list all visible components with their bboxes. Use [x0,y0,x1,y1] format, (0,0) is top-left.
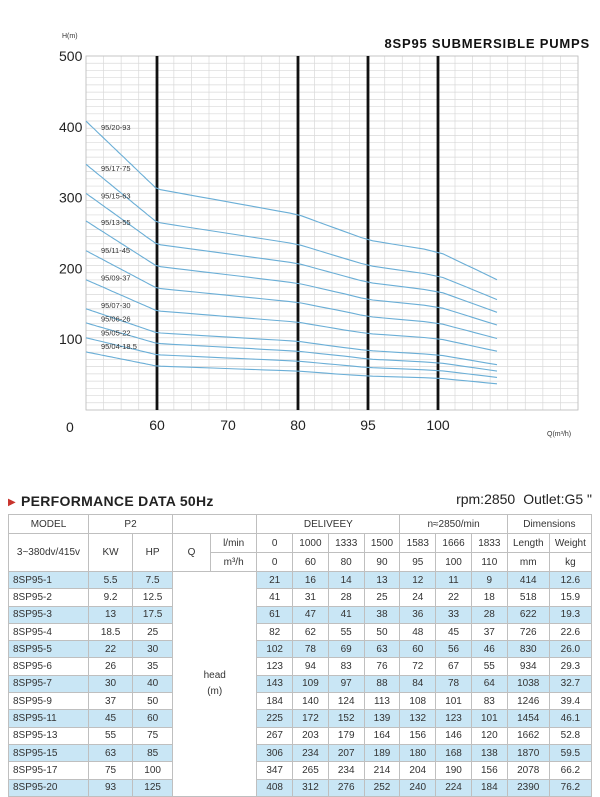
length-cell: 1454 [507,710,549,727]
performance-heading-text: PERFORMANCE DATA 50Hz [21,493,214,509]
x-tick-label: 80 [290,417,306,433]
head-value-cell: 50 [364,623,400,640]
header-q: Q [173,534,211,572]
head-value-cell: 152 [328,710,364,727]
series-label: 95/15-63 [101,191,131,201]
pump-curve-line [86,352,497,384]
table-row [9,641,592,658]
head-label-cell [173,572,257,797]
length-cell: 726 [507,623,549,640]
hp-cell: 40 [133,675,173,692]
kw-cell: 55 [88,727,132,744]
head-value-cell: 156 [400,727,436,744]
head-value-cell: 69 [328,641,364,658]
series-label: 95/04-18.5 [101,342,137,352]
rpm-outlet-info [330,491,592,507]
head-value-cell: 139 [364,710,400,727]
kw-cell: 30 [88,675,132,692]
series-label: 95/07-30 [101,301,131,311]
head-value-cell: 48 [400,623,436,640]
head-value-cell: 64 [471,675,507,692]
weight-cell: 19.3 [549,606,591,623]
model-cell: 8SP95-1 [9,572,89,589]
kw-cell: 45 [88,710,132,727]
head-value-cell: 124 [328,693,364,710]
head-value-cell: 203 [293,727,329,744]
flow-lmin-4: 1583 [400,534,436,553]
table-row [9,589,592,606]
y-tick-label: 200 [59,260,83,277]
flow-lmin-6: 1833 [471,534,507,553]
kw-cell: 5.5 [88,572,132,589]
table-header-row-1 [9,515,592,534]
model-cell: 8SP95-15 [9,744,89,761]
head-value-cell: 207 [328,744,364,761]
head-unit: (m) [207,685,223,697]
head-value-cell: 38 [364,606,400,623]
table-row [9,762,592,779]
y-tick-label: 0 [66,419,74,435]
head-value-cell: 347 [257,762,293,779]
table-row [9,658,592,675]
head-value-cell: 306 [257,744,293,761]
head-value-cell: 28 [328,589,364,606]
x-tick-label: 100 [426,417,450,433]
table-row [9,744,592,761]
kw-cell: 13 [88,606,132,623]
head-value-cell: 180 [400,744,436,761]
head-value-cell: 25 [364,589,400,606]
length-cell: 414 [507,572,549,589]
head-value-cell: 240 [400,779,436,796]
header-speed: n≈2850/min [400,515,507,534]
model-cell: 8SP95-9 [9,693,89,710]
weight-cell: 46.1 [549,710,591,727]
y-tick-label: 300 [59,189,83,206]
flow-m3h-6: 110 [471,553,507,572]
head-value-cell: 9 [471,572,507,589]
length-cell: 1662 [507,727,549,744]
model-cell: 8SP95-4 [9,623,89,640]
chart-title: 8SP95 SUBMERSIBLE PUMPS [384,36,590,51]
header-hp: HP [133,534,173,572]
y-tick-label: 400 [59,118,83,135]
x-tick-label: 60 [149,417,165,433]
pump-curve-line [86,309,497,365]
table-row [9,606,592,623]
header-dimensions: Dimensions [507,515,591,534]
head-value-cell: 83 [471,693,507,710]
weight-cell: 52.8 [549,727,591,744]
weight-cell: 66.2 [549,762,591,779]
head-value-cell: 101 [471,710,507,727]
x-tick-label: 95 [360,417,376,433]
head-value-cell: 234 [328,762,364,779]
hp-cell: 17.5 [133,606,173,623]
head-value-cell: 120 [471,727,507,744]
kw-cell: 9.2 [88,589,132,606]
header-p2: P2 [88,515,172,534]
head-value-cell: 108 [400,693,436,710]
head-value-cell: 47 [293,606,329,623]
head-value-cell: 33 [436,606,472,623]
head-value-cell: 184 [257,693,293,710]
x-axis-label: Q(m³/h) [547,431,572,438]
kw-cell: 93 [88,779,132,796]
model-cell: 8SP95-20 [9,779,89,796]
flow-lmin-1: 1000 [293,534,329,553]
head-value-cell: 156 [471,762,507,779]
head-value-cell: 179 [328,727,364,744]
head-value-cell: 14 [328,572,364,589]
y-tick-label: 100 [59,331,83,348]
head-value-cell: 56 [436,641,472,658]
head-value-cell: 408 [257,779,293,796]
head-value-cell: 55 [471,658,507,675]
head-value-cell: 164 [364,727,400,744]
head-value-cell: 60 [400,641,436,658]
head-value-cell: 22 [436,589,472,606]
triangle-bullet-icon: ▶ [8,497,16,508]
pump-curve-line [86,164,497,299]
length-cell: 2078 [507,762,549,779]
head-value-cell: 101 [436,693,472,710]
kw-cell: 18.5 [88,623,132,640]
header-delivery: DELIVEEY [257,515,400,534]
header-model: MODEL [9,515,89,534]
head-value-cell: 224 [436,779,472,796]
head-value-cell: 140 [293,693,329,710]
head-value-cell: 204 [400,762,436,779]
head-value-cell: 214 [364,762,400,779]
head-value-cell: 31 [293,589,329,606]
flow-m3h-4: 95 [400,553,436,572]
hp-cell: 25 [133,623,173,640]
head-value-cell: 189 [364,744,400,761]
weight-cell: 12.6 [549,572,591,589]
head-value-cell: 143 [257,675,293,692]
hp-cell: 100 [133,762,173,779]
head-value-cell: 113 [364,693,400,710]
head-value-cell: 55 [328,623,364,640]
kw-cell: 37 [88,693,132,710]
table-row [9,675,592,692]
hp-cell: 50 [133,693,173,710]
table-row [9,710,592,727]
head-value-cell: 46 [471,641,507,658]
hp-cell: 30 [133,641,173,658]
weight-cell: 15.9 [549,589,591,606]
head-value-cell: 190 [436,762,472,779]
table-row [9,727,592,744]
performance-heading [8,493,214,509]
series-label: 95/17-75 [101,164,131,174]
hp-cell: 75 [133,727,173,744]
head-value-cell: 102 [257,641,293,658]
head-value-cell: 267 [257,727,293,744]
table-row [9,693,592,710]
hp-cell: 35 [133,658,173,675]
header-voltage: 3~380dv/415v [9,534,89,572]
head-value-cell: 36 [400,606,436,623]
y-tick-label: 500 [59,48,83,64]
flow-lmin-0: 0 [257,534,293,553]
x-tick-label: 70 [220,417,236,433]
performance-table [8,514,592,797]
table-row [9,623,592,640]
kw-cell: 63 [88,744,132,761]
head-value-cell: 72 [400,658,436,675]
header-lmin: l/min [211,534,257,553]
head-value-cell: 276 [328,779,364,796]
hp-cell: 60 [133,710,173,727]
series-label: 95/11-45 [101,245,131,255]
head-value-cell: 146 [436,727,472,744]
head-value-cell: 312 [293,779,329,796]
series-label: 95/05-22 [101,328,131,338]
header-m3h: m³/h [211,553,257,572]
head-value-cell: 63 [364,641,400,658]
head-value-cell: 94 [293,658,329,675]
header-mm: mm [507,553,549,572]
head-value-cell: 28 [471,606,507,623]
flow-lmin-3: 1500 [364,534,400,553]
head-value-cell: 11 [436,572,472,589]
head-value-cell: 12 [400,572,436,589]
flow-lmin-2: 1333 [328,534,364,553]
head-value-cell: 234 [293,744,329,761]
length-cell: 518 [507,589,549,606]
head-value-cell: 88 [364,675,400,692]
model-cell: 8SP95-17 [9,762,89,779]
kw-cell: 26 [88,658,132,675]
head-value-cell: 252 [364,779,400,796]
head-value-cell: 76 [364,658,400,675]
head-value-cell: 184 [471,779,507,796]
head-label: head [203,669,226,681]
head-value-cell: 138 [471,744,507,761]
head-value-cell: 123 [257,658,293,675]
head-value-cell: 45 [436,623,472,640]
flow-m3h-1: 60 [293,553,329,572]
model-cell: 8SP95-5 [9,641,89,658]
series-label: 95/09-37 [101,273,131,283]
weight-cell: 26.0 [549,641,591,658]
weight-cell: 39.4 [549,693,591,710]
head-value-cell: 132 [400,710,436,727]
head-value-cell: 109 [293,675,329,692]
kw-cell: 75 [88,762,132,779]
length-cell: 2390 [507,779,549,796]
header-blank [173,515,257,534]
flow-m3h-2: 80 [328,553,364,572]
head-value-cell: 16 [293,572,329,589]
series-label: 95/13-55 [101,217,131,227]
length-cell: 830 [507,641,549,658]
length-cell: 1246 [507,693,549,710]
head-value-cell: 41 [328,606,364,623]
series-label: 95/20-93 [101,123,131,133]
weight-cell: 32.7 [549,675,591,692]
length-cell: 934 [507,658,549,675]
table-row [9,779,592,796]
model-cell: 8SP95-7 [9,675,89,692]
outlet-text: Outlet:G5 " [523,491,592,507]
head-value-cell: 24 [400,589,436,606]
hp-cell: 85 [133,744,173,761]
model-cell: 8SP95-3 [9,606,89,623]
head-value-cell: 84 [400,675,436,692]
head-value-cell: 21 [257,572,293,589]
model-cell: 8SP95-6 [9,658,89,675]
flow-m3h-0: 0 [257,553,293,572]
head-value-cell: 83 [328,658,364,675]
head-value-cell: 41 [257,589,293,606]
weight-cell: 59.5 [549,744,591,761]
head-value-cell: 78 [293,641,329,658]
head-value-cell: 13 [364,572,400,589]
table-row [9,572,592,589]
flow-lmin-5: 1666 [436,534,472,553]
head-value-cell: 123 [436,710,472,727]
hp-cell: 12.5 [133,589,173,606]
head-value-cell: 168 [436,744,472,761]
hp-cell: 7.5 [133,572,173,589]
head-value-cell: 78 [436,675,472,692]
head-value-cell: 67 [436,658,472,675]
header-kw: KW [88,534,132,572]
series-label: 95/06-26 [101,314,131,324]
head-value-cell: 225 [257,710,293,727]
hp-cell: 125 [133,779,173,796]
head-value-cell: 37 [471,623,507,640]
head-value-cell: 62 [293,623,329,640]
model-cell: 8SP95-13 [9,727,89,744]
head-value-cell: 265 [293,762,329,779]
weight-cell: 29.3 [549,658,591,675]
table-header-row-2 [9,534,592,553]
flow-m3h-3: 90 [364,553,400,572]
weight-cell: 76.2 [549,779,591,796]
kw-cell: 22 [88,641,132,658]
header-length: Length [507,534,549,553]
model-cell: 8SP95-2 [9,589,89,606]
length-cell: 1870 [507,744,549,761]
weight-cell: 22.6 [549,623,591,640]
head-value-cell: 82 [257,623,293,640]
rpm-text: rpm:2850 [456,491,516,507]
header-kg: kg [549,553,591,572]
length-cell: 1038 [507,675,549,692]
flow-m3h-5: 100 [436,553,472,572]
pump-curve-line [86,338,497,378]
head-value-cell: 172 [293,710,329,727]
head-value-cell: 61 [257,606,293,623]
head-value-cell: 18 [471,589,507,606]
head-value-cell: 97 [328,675,364,692]
y-axis-label: H(m) [62,33,78,40]
header-weight: Weight [549,534,591,553]
length-cell: 622 [507,606,549,623]
model-cell: 8SP95-11 [9,710,89,727]
